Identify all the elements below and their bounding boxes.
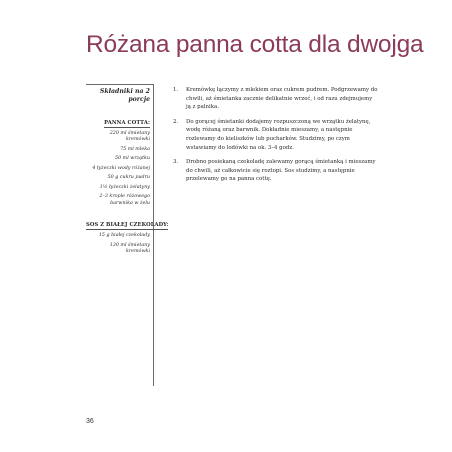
ingredient-item: 220 ml śmietany kremówki [109,131,150,143]
instruction-step [173,86,378,112]
step-text: Do gorącej śmietanki dodajemy rozpuszczoną we wrzątku żelatynę, wodę różaną oraz barwnik. Dokładnie mieszamy, a następnie rozlewamy do kieliszków lub pucharków. Studzimy, po czym wstawiamy do lodówki na ok. 3–4 godz. [186,118,371,151]
step-number: 3. [173,159,179,166]
recipe-title: Różana panna cotta dla dwojga [86,31,424,58]
section-title-panna-cotta: PANNA COTTA: [104,120,150,126]
ingredient-item: 4 łyżeczki wody różanej [92,165,150,171]
step-number: 2. [173,118,179,125]
instruction-step [173,118,378,152]
ingredient-list-sauce [86,233,150,255]
section-white-chocolate-sauce [86,211,169,255]
ingredient-item: 130 ml śmietany kremówki [109,242,150,255]
ingredient-item: 50 g cukru pudru [107,175,150,181]
ingredients-heading: Składniki na 2 porcje [99,88,150,103]
ingredient-item: 2–3 krople różowego barwnika w żelu [99,194,150,206]
section-panna-cotta [86,109,150,207]
step-text: Kremówkę łączymy z mlekiem oraz cukrem pudrem. Podgrzewamy do chwili, aż śmietanka zacznie delikatnie wrzeć, i od razu zdejmujemy ją z palnika. [186,87,378,111]
page-number: 36 [86,418,94,425]
ingredient-list-panna-cotta [86,131,150,207]
ingredient-item: 15 g białej czekolady [98,233,150,239]
instruction-step [173,158,378,184]
ingredient-item: 1½ łyżeczki żelatyny [99,184,150,190]
ingredient-item: 50 ml wrzątku [115,156,150,162]
section-title-sauce: SOS Z BIAŁEJ CZEKOLADY: [86,222,169,229]
ingredient-item: 75 ml mleka [120,146,150,152]
ingredients-sidebar [86,84,169,386]
step-number: 1. [173,87,179,93]
step-text: Drobno posiekaną czekoladę zalewamy gorącą śmietanką i mieszamy do chwili, aż całkowicie się roztopi. Sos studzimy, a następnie przelewamy go na panna cottę. [186,159,376,183]
instructions-list [173,86,378,190]
